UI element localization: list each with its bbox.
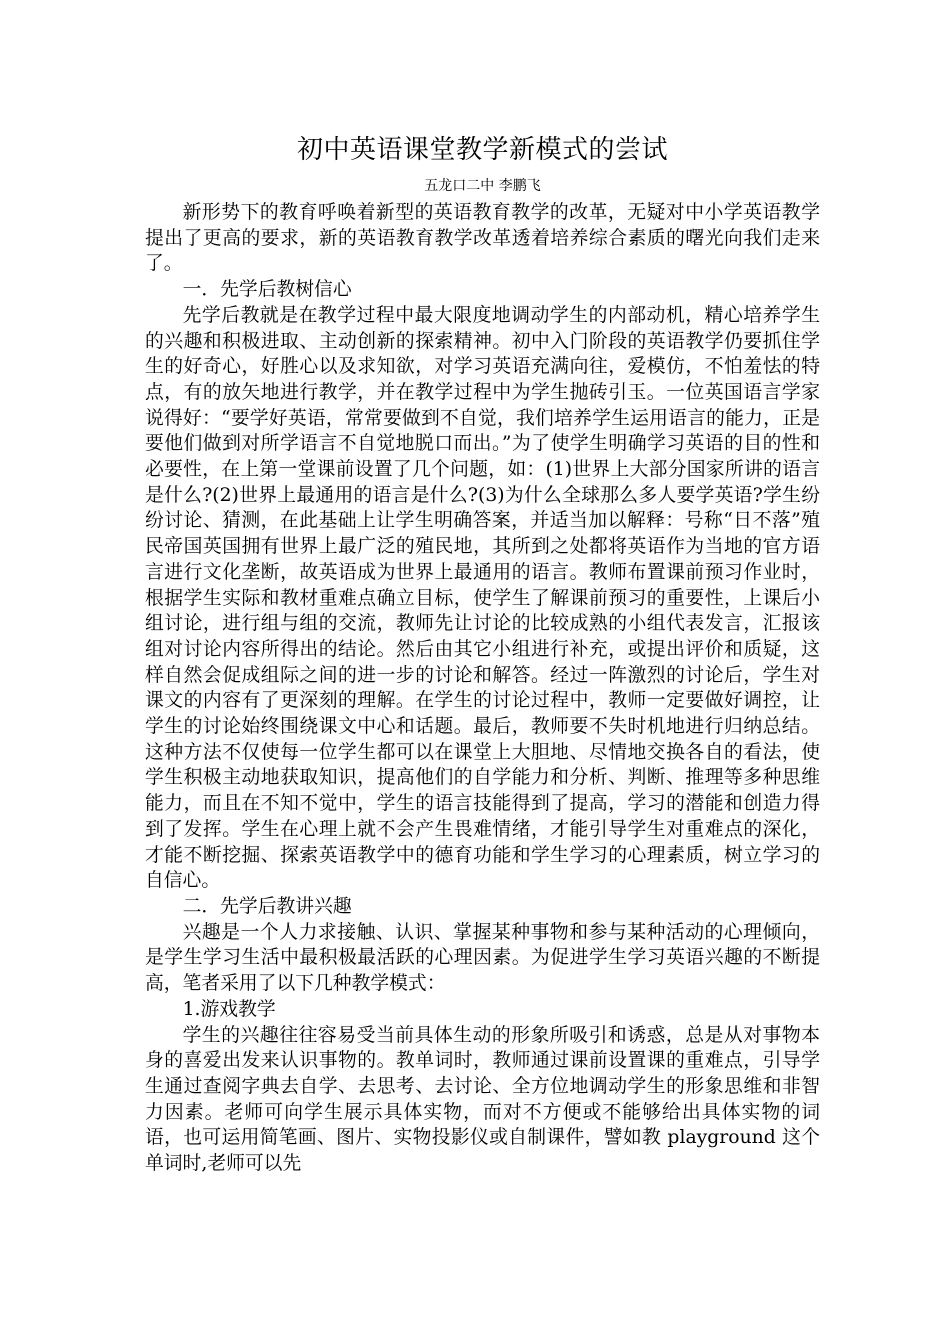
document-page <box>145 128 820 1177</box>
section-heading-1: 一．先学后教树信心 <box>182 279 352 301</box>
subsection-heading-1: 1.游戏教学 <box>182 998 276 1020</box>
section-heading-2: 二．先学后教讲兴趣 <box>182 895 352 917</box>
section-1-paragraph: 先学后教就是在教学过程中最大限度地调动学生的内部动机，精心培养学生的兴趣和积极进取、主动创新的探索精神。初中入门阶段的英语教学仍要抓住学生的好奇心，好胜心以及求知欲，对学习英语充满向往，爱模仿，不怕羞怯的特点，有的放矢地进行教学，并在教学过程中为学生抛砖引玉。一位英国语言学家说得好：“要学好英语，常常要做到不自觉，我们培养学生运用语言的能力，正是要他们做到对所学语言不自觉地脱口而出。”为了使学生明确学习英语的目的性和必要性，在上第一堂课前设置了几个问题，如：(1)世界上大部分国家所讲的语言是什么?(2)世界上最通用的语言是什么?(3)为什么全球那么多人要学英语?学生纷纷讨论、猜测，在此基础上让学生明确答案，并适当加以解释：号称“日不落”殖民帝国英国拥有世界上最广泛的殖民地，其所到之处都将英语作为当地的官方语言进行文化垄断，故英语成为世界上最通用的语言。教师布置课前预习作业时，根据学生实际和教材重难点确立目标，使学生了解课前预习的重要性，上课后小组讨论，进行组与组的交流，教师先让讨论的比较成熟的小组代表发言，汇报该组对讨论内容所得出的结论。然后由其它小组进行补充，或提出评价和质疑，这样自然会促成组际之间的进一步的讨论和解答。经过一阵激烈的讨论后，学生对课文的内容有了更深刻的理解。在学生的讨论过程中，教师一定要做好调控，让学生的讨论始终围绕课文中心和话题。最后，教师要不失时机地进行归纳总结。这种方法不仅使每一位学生都可以在课堂上大胆地、尽情地交换各自的看法，使学生积极主动地获取知识，提高他们的自学能力和分析、判断、推理等多种思维能力，而且在不知不觉中，学生的语言技能得到了提高，学习的潜能和创造力得到了发挥。学生在心理上就不会产生畏难情绪，才能引导学生对重难点的深化，才能不断挖掘、探索英语教学中的德育功能和学生学习的心理素质，树立学习的自信心。 <box>145 304 820 892</box>
document-author: 五龙口二中 李鹏飞 <box>424 178 541 194</box>
subsection-1-paragraph: 学生的兴趣往往容易受当前具体生动的形象所吸引和诱惑，总是从对事物本身的喜爱出发来认识事物的。教单词时，教师通过课前设置课的重难点，引导学生通过查阅字典去自学、去思考、去讨论、全方位地调动学生的形象思维和非智力因素。老师可向学生展示具体实物，而对不方便或不能够给出具体实物的词语，也可运用简笔画、图片、实物投影仪或自制课件，譬如教 playground 这个单词时,老师可以先 <box>145 1024 820 1175</box>
document-title: 初中英语课堂教学新模式的尝试 <box>296 135 668 165</box>
intro-paragraph: 新形势下的教育呼唤着新型的英语教育教学的改革，无疑对中小学英语教学提出了更高的要求，新的英语教育教学改革透着培养综合素质的曙光向我们走来了。 <box>145 202 820 275</box>
section-2-paragraph: 兴趣是一个人力求接触、认识、掌握某种事物和参与某种活动的心理倾向，是学生学习生活中最积极最活跃的心理因素。为促进学生学习英语兴趣的不断提高，笔者采用了以下几种教学模式： <box>145 921 820 995</box>
